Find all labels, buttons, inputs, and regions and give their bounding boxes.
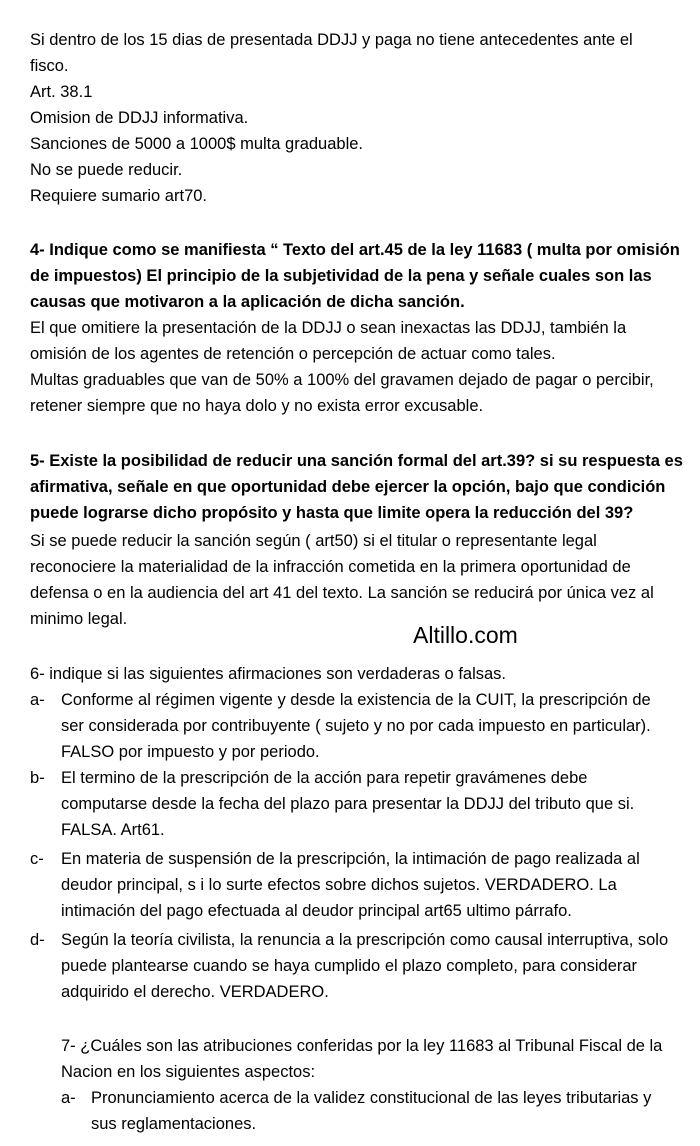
q5-answer-line: reconociere la materialidad de la infracción cometida en la primera oportunidad de: [30, 558, 631, 576]
intro-line: No se puede reducir.: [30, 161, 183, 179]
q6-item-line: puede plantearse cuando se haya cumplido el plazo completo, para considerar: [61, 957, 638, 975]
q4-answer-line: omisión de los agentes de retención o percepción de actuar como tales.: [30, 345, 556, 363]
q5-question-line: 5- Existe la posibilidad de reducir una sanción formal del art.39? si su respuesta es: [30, 452, 683, 470]
intro-line: fisco.: [30, 57, 69, 75]
q6-item-line: computarse desde la fecha del plazo para presentar la DDJJ del tributo que si.: [61, 795, 635, 813]
q6-item-marker: c-: [30, 850, 44, 868]
watermark-logo: Altillo.com: [413, 622, 518, 648]
q7-item-line: Pronunciamiento acerca de la validez constitucional de las leyes tributarias y: [91, 1089, 652, 1107]
q6-item-marker: b-: [30, 769, 45, 787]
q6-item-line: intimación del pago efectuada al deudor principal art65 ultimo párrafo.: [61, 902, 572, 920]
q6-item-line: Conforme al régimen vigente y desde la existencia de la CUIT, la prescripción de: [61, 691, 651, 709]
q5-answer-line: Si se puede reducir la sanción según ( art50) si el titular o representante legal: [30, 532, 597, 550]
intro-line: Si dentro de los 15 dias de presentada DDJJ y paga no tiene antecedentes ante el: [30, 31, 633, 49]
q5-answer-line: defensa o en la audiencia del art 41 del texto. La sanción se reducirá por única vez al: [30, 584, 654, 602]
q4-question-line: de impuestos) El principio de la subjetividad de la pena y señale cuales son las: [30, 267, 652, 285]
q6-item-line: Según la teoría civilista, la renuncia a la prescripción como causal interruptiva, solo: [61, 931, 669, 949]
q7-heading-line: Nacion en los siguientes aspectos:: [61, 1063, 316, 1081]
intro-line: Requiere sumario art70.: [30, 187, 208, 205]
q5-question-line: puede lograrse dicho propósito y hasta que limite opera la reducción del 39?: [30, 504, 634, 522]
q5-question-line: afirmativa, señale en que oportunidad debe ejercer la opción, bajo que condición: [30, 478, 666, 496]
q5-answer-line: minimo legal.: [30, 610, 128, 628]
intro-line: Art. 38.1: [30, 83, 93, 101]
q4-answer-line: Multas graduables que van de 50% a 100% del gravamen dejado de pagar o percibir,: [30, 371, 654, 389]
q6-item-line: FALSA. Art61.: [61, 821, 165, 839]
q6-item-marker: a-: [30, 691, 45, 709]
q6-item-line: En materia de suspensión de la prescripción, la intimación de pago realizada al: [61, 850, 640, 868]
q6-item-line: ser considerada por contribuyente ( sujeto y no por cada impuesto en particular).: [61, 717, 651, 735]
q7-item-marker: a-: [61, 1089, 76, 1107]
intro-line: Sanciones de 5000 a 1000$ multa graduable.: [30, 135, 364, 153]
q6-item-line: El termino de la prescripción de la acción para repetir gravámenes debe: [61, 769, 588, 787]
q6-item-marker: d-: [30, 931, 45, 949]
q4-question-line: 4- Indique como se manifiesta “ Texto del art.45 de la ley 11683 ( multa por omisión: [30, 241, 680, 259]
q4-answer-line: retener siempre que no haya dolo y no exista error excusable.: [30, 397, 484, 415]
q6-item-line: adquirido el derecho. VERDADERO.: [61, 983, 329, 1001]
intro-line: Omision de DDJJ informativa.: [30, 109, 249, 127]
q6-item-line: deudor principal, s i lo surte efectos sobre dichos sujetos. VERDADERO. La: [61, 876, 617, 894]
q4-answer-line: El que omitiere la presentación de la DDJJ o sean inexactas las DDJJ, también la: [30, 319, 627, 337]
q6-heading: 6- indique si las siguientes afirmaciones son verdaderas o falsas.: [30, 665, 507, 683]
q7-item-line: sus reglamentaciones.: [91, 1115, 257, 1133]
q6-item-line: FALSO por impuesto y por periodo.: [61, 743, 320, 761]
q4-question-line: causas que motivaron a la aplicación de dicha sanción.: [30, 293, 465, 311]
q7-heading-line: 7- ¿Cuáles son las atribuciones conferidas por la ley 11683 al Tribunal Fiscal de la: [61, 1037, 663, 1055]
